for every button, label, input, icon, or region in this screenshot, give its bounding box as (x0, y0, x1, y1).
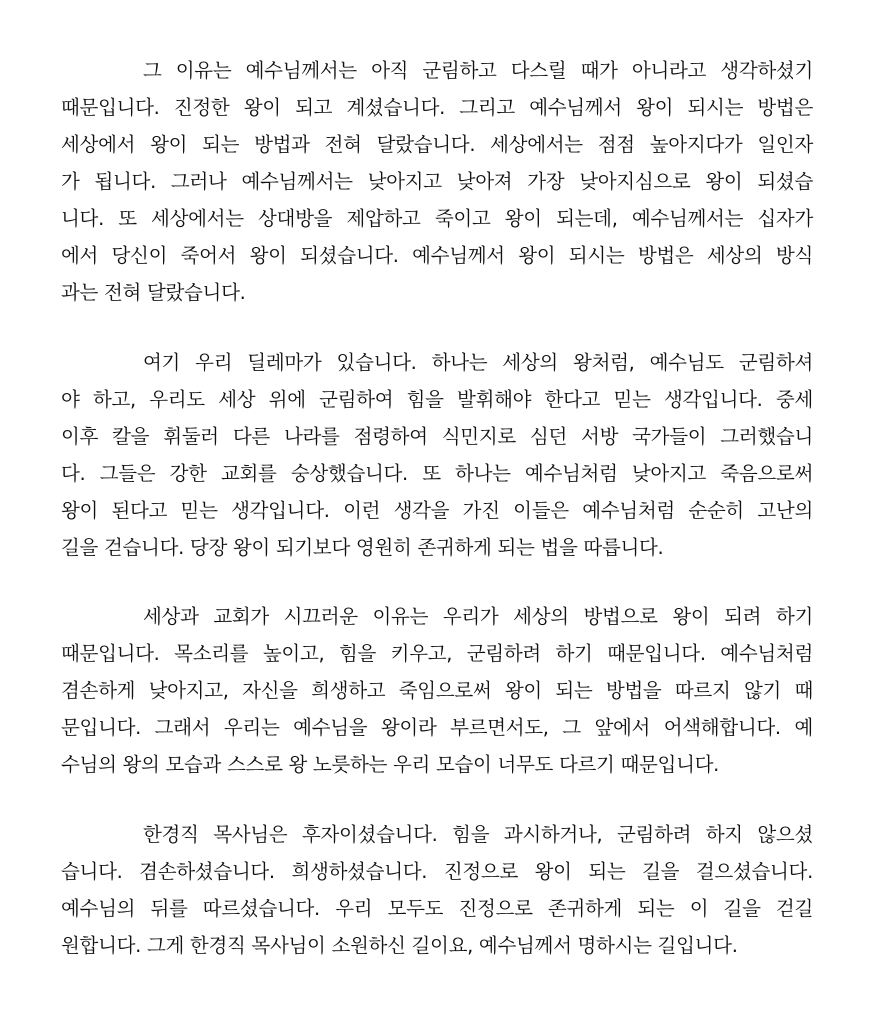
text-line: 니다. 또 세상에서는 상대방을 제압하고 죽이고 왕이 되는데, 예수님께서는 십자가 (61, 207, 813, 230)
text-line: 왕이 된다고 믿는 생각입니다. 이런 생각을 가진 이들은 예수님처럼 순순히 고난의 (61, 499, 813, 522)
text-line: 예수님의 뒤를 따르셨습니다. 우리 모두도 진정으로 존귀하게 되는 이 길을 걷길 (61, 897, 813, 920)
text-line: 길을 걷습니다. 당장 왕이 되기보다 영원히 존귀하게 되는 법을 따릅니다. (61, 536, 664, 559)
text-line: 한경직 목사님은 후자이셨습니다. 힘을 과시하거나, 군림하려 하지 않으셨 (143, 823, 813, 846)
paragraph-4 (61, 816, 813, 964)
text-line: 그 이유는 예수님께서는 아직 군림하고 다스릴 때가 아니라고 생각하셨기 (143, 59, 813, 82)
paragraph-3 (61, 598, 813, 783)
text-line: 과는 전혀 달랐습니다. (61, 281, 246, 304)
text-line: 원합니다. 그게 한경직 목사님이 소원하신 길이요, 예수님께서 명하시는 길입니다. (61, 934, 738, 957)
text-line: 야 하고, 우리도 세상 위에 군림하여 힘을 발휘해야 한다고 믿는 생각입니다. 중세 (61, 388, 813, 411)
text-line: 에서 당신이 죽어서 왕이 되셨습니다. 예수님께서 왕이 되시는 방법은 세상의 방식 (61, 244, 813, 267)
text-line: 이후 칼을 휘둘러 다른 나라를 점령하여 식민지로 심던 서방 국가들이 그러했습니 (61, 425, 813, 448)
paragraph-2 (61, 344, 813, 566)
text-line: 여기 우리 딜레마가 있습니다. 하나는 세상의 왕처럼, 예수님도 군림하셔 (143, 351, 813, 374)
text-line: 때문입니다. 목소리를 높이고, 힘을 키우고, 군림하려 하기 때문입니다. 예수님처럼 (61, 642, 813, 665)
text-line: 다. 그들은 강한 교회를 숭상했습니다. 또 하나는 예수님처럼 낮아지고 죽음으로써 (61, 462, 813, 485)
text-line: 습니다. 겸손하셨습니다. 희생하셨습니다. 진정으로 왕이 되는 길을 걸으셨습니다. (61, 860, 813, 883)
paragraph-1 (61, 52, 813, 311)
text-line: 수님의 왕의 모습과 스스로 왕 노릇하는 우리 모습이 너무도 다르기 때문입니다. (61, 753, 720, 776)
text-line: 세상에서 왕이 되는 방법과 전혀 달랐습니다. 세상에서는 점점 높아지다가 일인자 (61, 133, 813, 156)
text-line: 겸손하게 낮아지고, 자신을 희생하고 죽임으로써 왕이 되는 방법을 따르지 않기 때 (61, 679, 813, 702)
text-line: 세상과 교회가 시끄러운 이유는 우리가 세상의 방법으로 왕이 되려 하기 (143, 605, 813, 628)
text-line: 가 됩니다. 그러나 예수님께서는 낮아지고 낮아져 가장 낮아지심으로 왕이 되셨습 (61, 170, 813, 193)
text-line: 문입니다. 그래서 우리는 예수님을 왕이라 부르면서도, 그 앞에서 어색해합니다. 예 (61, 716, 813, 739)
text-line: 때문입니다. 진정한 왕이 되고 계셨습니다. 그리고 예수님께서 왕이 되시는 방법은 (61, 96, 813, 119)
